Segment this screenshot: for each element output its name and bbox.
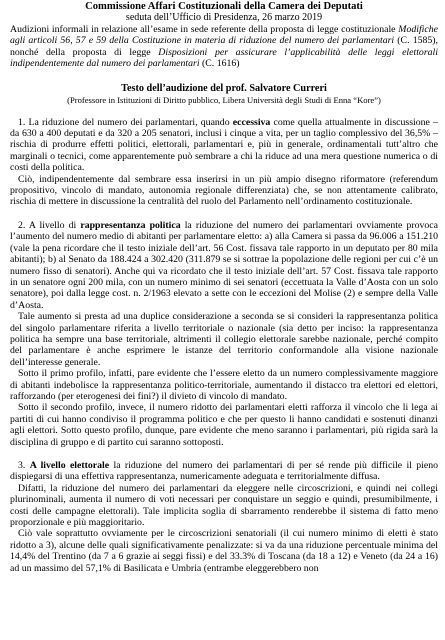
section-3-paragraph-1 [10, 460, 438, 483]
intro-bill-title-1: Modifiche agli articoli 56, 57 e 59 della Costituzione in materia di riduzione del numero dei parlamentari [10, 24, 438, 47]
intro-text-e: (C. 1616) [199, 58, 240, 70]
document-subtitle: seduta dell’Ufficio di Presidenza, 26 marzo 2019 [125, 12, 323, 23]
s1-p1-text-c: come quella attualmente in discussione – da 630 a 400 deputati e da 320 a 205 senatori, inclusi i cinque a vita, per un taglio complessivo del 36,5% – rischia di produrre effetti politici, elettorali, parlamentari e, più in generale, ordinamentali tutt’altro che marginali o tecnici, come apparentemente può sembrare a chi la riduce ad una mera questione numerica o di costi della politica. [10, 116, 438, 174]
section-3-paragraph-3: Ciò vale soprattutto ovviamente per le circoscrizioni senatoriali (il cui numero minimo di eletti è stato ridotto a 3), alcune delle quali significativamente penalizzate: si va da una riduzione percentuale minima del 14,4% del Trentino (da 7 a 6 grazie ai seggi fissi) e del 33.3% di Toscana (da 18 a 12) e Veneto (da 24 a 16) ad un massimo del 57,1% di Basilicata e Umbria (entrambe eleggerebbero non [10, 528, 438, 574]
s1-p1-bold: eccessiva [232, 116, 271, 128]
s2-p1-text-c: la riduzione del numero dei parlamentari ovviamente provoca l’aumento del numero medio di abitanti per parlamentare eletto: a) alla Camera si passa da 96.006 a 151.210 (vale la pena ricordare che il testo iniziale dell’art. 56 Cost. fissava tale rapporto in un deputato per 80 mila abitanti); b) al Senato da 188.424 a 302.420 (311.879 se si sottrae la popolazione delle regioni per cui c’è un numero fisso di senatori). Anche qui va ricordato che il testo iniziale dell’art. 57 Cost. fissava tale rapporto in un senatore ogni 200 mila, con un numero minimo di sei senatori (eccettuata la Valle d’Aosta con un solo senatore), poi dalla legge cost. n. 2/1963 elevato a sette con le eccezioni del Molise (2) e sempre della Valle d’Aosta. [10, 219, 439, 311]
s3-p1-text-a: 3. [18, 460, 30, 471]
intro-paragraph [10, 24, 438, 70]
hearing-title: Testo dell’audizione del prof. Salvatore Curreri [121, 82, 327, 94]
s2-p1-text-a: 2. A livello di [18, 219, 81, 231]
section-2-paragraph-4: Sotto il secondo profilo, invece, il numero ridotto dei parlamentari eletti rafforza il vincolo che li lega ai partiti di cui hanno condiviso il programma politico e che per questo li hanno candidati e sostenuti dinanzi agli elettori. Sotto questo profilo, dunque, pare evidente che meno saranno i parlamentari, più rigida sarà la disciplina di gruppo e di partito cui saranno sottoposti. [10, 402, 438, 448]
intro-bill-title-2: Disposizioni per assicurare l’applicabilità delle leggi elettorali indipendentemente dal numero dei parlamentari [10, 46, 438, 70]
spacer [10, 448, 438, 460]
section-2-paragraph-2: Tale aumento si presta ad una duplice considerazione a seconda se si consideri la rappresentanza politica del singolo parlamentare riferita a livello territoriale o nazionale (sia detto per inciso: la rappresentanza politica ha sempre una base territoriale, altrimenti il collegio elettorale sarebbe nazionale, perché compito del parlamentare è anche esprimere le istanze del territorio conformandole alla visione nazionale dell’interesse generale. [10, 311, 438, 368]
s3-p1-bold: A livello elettorale [29, 460, 110, 471]
section-1-paragraph-2: Ciò, indipendentemente dal sembrare essa inserirsi in un più ampio disegno riformatore (referendum propositivo, vincolo di mandato, autonomia regionale differenziata) che, se non attentamente calibrato, rischia di mettere in discussione la centralità del ruolo del Parlamento nell’ordinamento costituzionale. [10, 173, 438, 208]
s3-p1-text-c: la riduzione del numero dei parlamentari di per sé rende più difficile il pieno dispiegarsi di una effettiva rappresentanza, numericamente adeguata e territorialmente diffusa. [10, 460, 439, 483]
section-2-paragraph-1 [10, 220, 438, 311]
section-3-paragraph-2: Difatti, la riduzione del numero dei parlamentari da eleggere nelle circoscrizioni, e quindi nei collegi plurinominali, aumenta il numero di voti necessari per conquistare un seggio e quindi, presumibilmente, i costi delle campagne elettorali). Tale implicita soglia di sbarramento renderebbe il sistema di fatto meno proporzionale e più maggioritario. [10, 482, 438, 529]
hearing-affiliation: (Professore in Istituzioni di Diritto pubblico, Libera Università degli Studi di Enna “Kore”) [67, 94, 381, 105]
spacer [10, 105, 438, 117]
s2-p1-bold: rappresentanza politica [80, 219, 181, 231]
section-2-paragraph-3: Sotto il primo profilo, infatti, pare evidente che l’essere eletto da un numero complessivamente maggiore di abitanti indebolisce la rappresentanza politico-territoriale, aumentando il distacco tra elettori ed elettori, rafforzando (per eterogenesi dei fini?) il divieto di vincolo di mandato. [10, 368, 438, 402]
section-1-paragraph-1 [10, 117, 438, 174]
intro-text-c: (C. 1585), nonché della proposta di legge [10, 35, 439, 58]
s1-p1-text-a: 1. La riduzione del numero dei parlamentari, quando [18, 116, 233, 128]
spacer [10, 208, 438, 220]
intro-text-a: Audizioni informali in relazione all’esame in sede referente della proposta di legge costituzionale [10, 24, 399, 35]
document-title: Commissione Affari Costituzionali della Camera dei Deputati [85, 1, 363, 12]
